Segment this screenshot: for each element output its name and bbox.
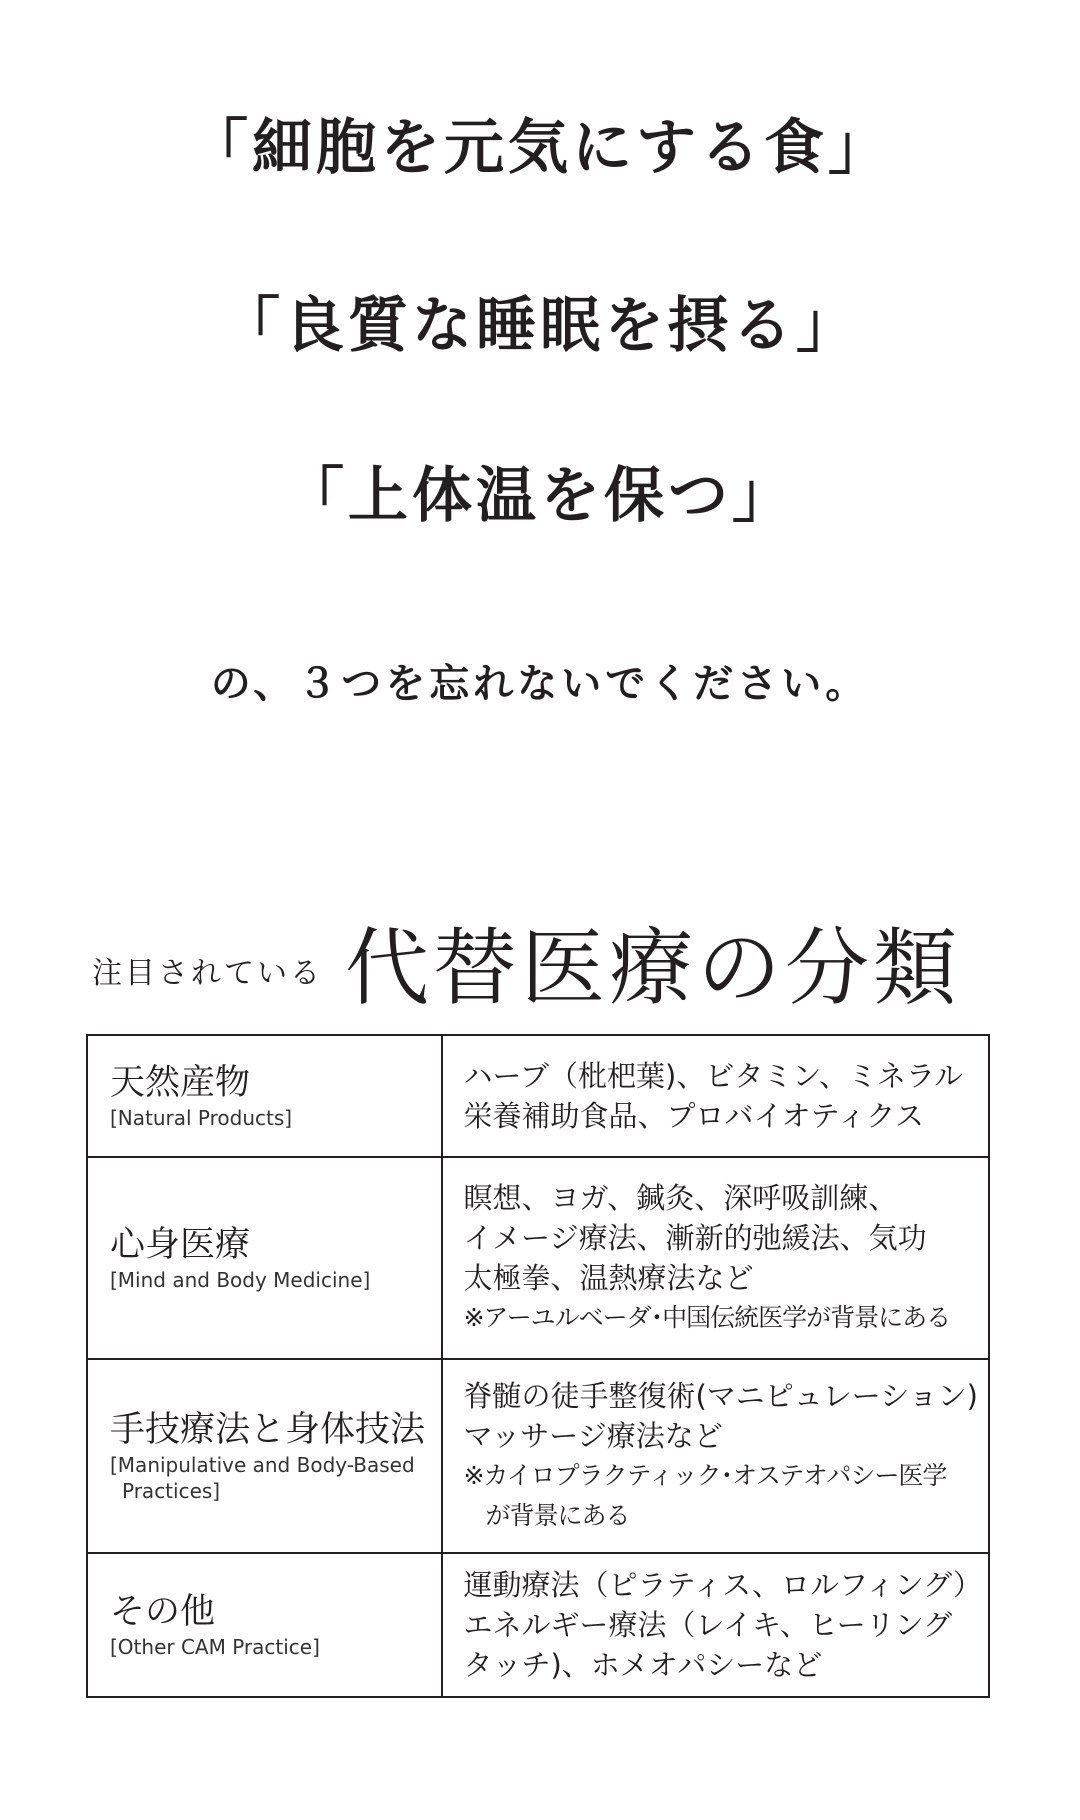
- description-line: 脊髄の徒手整復術(マニピュレーション): [463, 1379, 978, 1413]
- category-name: 手技療法と身体技法: [110, 1410, 426, 1450]
- table-row: [87, 1359, 989, 1553]
- heading-prefix: 注目されている: [92, 956, 323, 991]
- category-cell: [87, 1035, 442, 1157]
- description-line: イメージ療法、漸新的弛緩法、気功: [463, 1221, 927, 1255]
- category-cell: [87, 1553, 442, 1697]
- heading-title: 代替医療の分類: [345, 919, 962, 1017]
- principle-healthy-diet: 「細胞を元気にする食」: [188, 113, 892, 183]
- table-row: [87, 1035, 989, 1157]
- category-name: 天然産物: [110, 1063, 251, 1103]
- category-cell: [87, 1157, 442, 1359]
- category-english: [Natural Products]: [110, 1106, 293, 1130]
- principle-body-temperature: 「上体温を保つ」: [284, 461, 796, 531]
- description-line: 太極拳、温熱療法など: [463, 1261, 754, 1295]
- category-english: [110, 1452, 433, 1504]
- description-line: ハーブ（枇杷葉)、ビタミン、ミネラル: [463, 1059, 964, 1093]
- description-line: マッサージ療法など: [463, 1419, 723, 1453]
- section-heading: [92, 900, 992, 1017]
- description-cell: [442, 1553, 989, 1697]
- category-name: 心身医療: [110, 1225, 251, 1265]
- description-line: エネルギー療法（レイキ、ヒーリング: [463, 1608, 953, 1642]
- category-english-line: [Manipulative and Body-Based: [110, 1453, 415, 1477]
- category-english-line: Practices]: [122, 1479, 221, 1503]
- description-cell: [442, 1359, 989, 1553]
- table-row: [87, 1553, 989, 1697]
- description-line: 瞑想、ヨガ、鍼灸、深呼吸訓練、: [463, 1181, 898, 1215]
- description-note: ※アーユルベーダ･中国伝統医学が背景にある: [463, 1303, 951, 1332]
- category-cell: [87, 1359, 442, 1553]
- category-name: その他: [110, 1592, 216, 1632]
- description-line: タッチ)、ホメオパシーなど: [463, 1648, 823, 1682]
- principle-quality-sleep: 「良質な睡眠を摂る」: [220, 291, 860, 361]
- category-english: [Other CAM Practice]: [110, 1635, 320, 1659]
- description-line: 栄養補助食品、プロバイオティクス: [463, 1099, 924, 1133]
- classification-table: [86, 1034, 990, 1698]
- table-row: [87, 1157, 989, 1359]
- description-note: が背景にある: [485, 1501, 630, 1530]
- description-cell: [442, 1035, 989, 1157]
- description-note: ※カイロプラクティック･オステオパシー医学: [463, 1461, 947, 1490]
- category-english: [Mind and Body Medicine]: [110, 1268, 371, 1292]
- description-line: 運動療法（ピラティス、ロルフィング）: [463, 1568, 982, 1602]
- closing-message: の、３つを忘れないでください。: [210, 661, 870, 707]
- description-cell: [442, 1157, 989, 1359]
